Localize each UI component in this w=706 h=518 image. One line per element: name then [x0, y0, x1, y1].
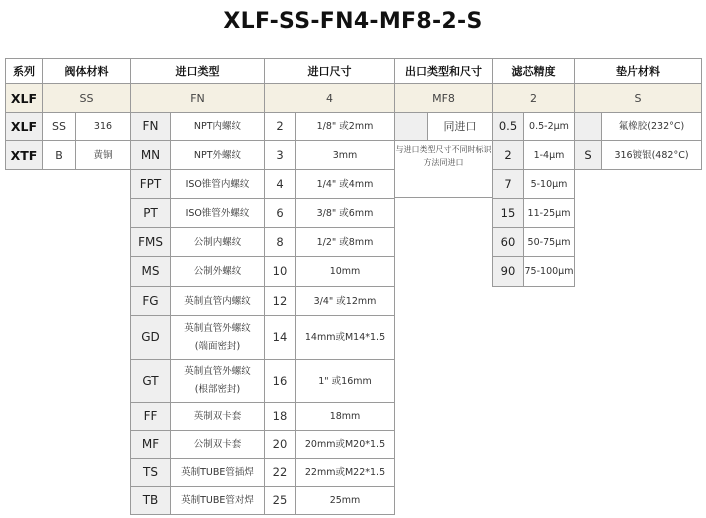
gasket-desc: 氟橡胶(232°C)	[601, 112, 702, 141]
inlet-size-desc: 20mm或M20*1.5	[295, 430, 395, 459]
selected-inlet-type: FN	[130, 83, 265, 113]
inlet-type-code: FN	[130, 112, 171, 141]
filter-desc: 75-100μm	[523, 256, 575, 287]
inlet-type-code: GD	[130, 315, 171, 360]
series-option: XTF	[5, 140, 43, 170]
filter-code: 90	[492, 256, 524, 287]
inlet-type-desc: 公制外螺纹	[170, 256, 265, 287]
inlet-size-desc: 3/4" 或12mm	[295, 286, 395, 316]
header-filter: 滤芯精度	[492, 58, 575, 84]
filter-desc: 50-75μm	[523, 227, 575, 257]
inlet-type-desc: 公制双卡套	[170, 430, 265, 459]
inlet-type-desc-line2: (端面密封)	[194, 340, 241, 352]
inlet-size-desc: 1" 或16mm	[295, 359, 395, 403]
filter-code: 2	[492, 140, 524, 170]
gasket-desc: 316镀银(482°C)	[601, 140, 702, 170]
inlet-size-desc: 14mm或M14*1.5	[295, 315, 395, 360]
inlet-type-code: PT	[130, 198, 171, 228]
inlet-size-code: 16	[264, 359, 296, 403]
inlet-size-desc: 1/2" 或8mm	[295, 227, 395, 257]
inlet-size-code: 8	[264, 227, 296, 257]
inlet-type-desc-line1: 英制直管外螺纹	[184, 366, 251, 377]
inlet-type-code: TS	[130, 458, 171, 487]
outlet-code-blank	[394, 112, 428, 141]
inlet-type-code: TB	[130, 486, 171, 515]
inlet-type-desc-line1: 英制直管外螺纹	[184, 322, 251, 334]
filter-desc: 1-4μm	[523, 140, 575, 170]
filter-code: 0.5	[492, 112, 524, 141]
selected-gasket: S	[574, 83, 702, 113]
inlet-size-desc: 3mm	[295, 140, 395, 170]
header-series: 系列	[5, 58, 43, 84]
inlet-size-desc: 1/8" 或2mm	[295, 112, 395, 141]
inlet-type-desc: ISO锥管外螺纹	[170, 198, 265, 228]
inlet-size-code: 4	[264, 169, 296, 199]
inlet-size-desc: 18mm	[295, 402, 395, 431]
selected-body-material: SS	[42, 83, 131, 113]
inlet-type-code: FF	[130, 402, 171, 431]
inlet-type-desc: NPT内螺纹	[170, 112, 265, 141]
inlet-type-code: FPT	[130, 169, 171, 199]
inlet-type-desc: ISO锥管内螺纹	[170, 169, 265, 199]
inlet-type-desc: 英制直管内螺纹	[170, 286, 265, 316]
gasket-code: S	[574, 140, 602, 170]
inlet-type-code: GT	[130, 359, 171, 403]
inlet-size-code: 22	[264, 458, 296, 487]
outlet-note: 与进口类型尺寸不同时标识方法同进口	[394, 140, 493, 198]
inlet-type-desc	[170, 315, 265, 360]
selected-series: XLF	[5, 83, 43, 113]
inlet-size-desc: 1/4" 或4mm	[295, 169, 395, 199]
header-outlet: 出口类型和尺寸	[394, 58, 493, 84]
inlet-size-desc: 25mm	[295, 486, 395, 515]
inlet-type-desc: 英制双卡套	[170, 402, 265, 431]
inlet-size-code: 3	[264, 140, 296, 170]
inlet-type-desc: NPT外螺纹	[170, 140, 265, 170]
header-inlet-type: 进口类型	[130, 58, 265, 84]
inlet-type-code: MN	[130, 140, 171, 170]
inlet-size-code: 12	[264, 286, 296, 316]
material-code: SS	[42, 112, 76, 141]
inlet-type-desc: 英制TUBE管插焊	[170, 458, 265, 487]
material-code: B	[42, 140, 76, 170]
gasket-code	[574, 112, 602, 141]
inlet-type-desc-line2: (根部密封)	[194, 384, 241, 395]
selected-inlet-size: 4	[264, 83, 395, 113]
inlet-size-code: 14	[264, 315, 296, 360]
inlet-type-desc: 英制TUBE管对焊	[170, 486, 265, 515]
inlet-size-desc: 3/8" 或6mm	[295, 198, 395, 228]
inlet-type-code: FMS	[130, 227, 171, 257]
inlet-size-desc: 10mm	[295, 256, 395, 287]
selected-outlet: MF8	[394, 83, 493, 113]
inlet-type-desc	[170, 359, 265, 403]
header-gasket: 垫片材料	[574, 58, 702, 84]
inlet-type-code: FG	[130, 286, 171, 316]
header-inlet-size: 进口尺寸	[264, 58, 395, 84]
outlet-same-label: 同进口	[427, 112, 493, 141]
inlet-type-desc: 公制内螺纹	[170, 227, 265, 257]
inlet-size-code: 6	[264, 198, 296, 228]
material-desc: 316	[75, 112, 131, 141]
series-option: XLF	[5, 112, 43, 141]
inlet-size-code: 18	[264, 402, 296, 431]
material-desc: 黄铜	[75, 140, 131, 170]
filter-desc: 5-10μm	[523, 169, 575, 199]
inlet-type-code: MF	[130, 430, 171, 459]
inlet-size-code: 10	[264, 256, 296, 287]
filter-code: 7	[492, 169, 524, 199]
filter-code: 15	[492, 198, 524, 228]
selected-filter: 2	[492, 83, 575, 113]
filter-desc: 11-25μm	[523, 198, 575, 228]
header-body-material: 阀体材料	[42, 58, 131, 84]
inlet-size-code: 25	[264, 486, 296, 515]
page-title: XLF-SS-FN4-MF8-2-S	[223, 9, 483, 34]
filter-code: 60	[492, 227, 524, 257]
inlet-size-code: 2	[264, 112, 296, 141]
filter-desc: 0.5-2μm	[523, 112, 575, 141]
inlet-type-code: MS	[130, 256, 171, 287]
inlet-size-desc: 22mm或M22*1.5	[295, 458, 395, 487]
inlet-size-code: 20	[264, 430, 296, 459]
